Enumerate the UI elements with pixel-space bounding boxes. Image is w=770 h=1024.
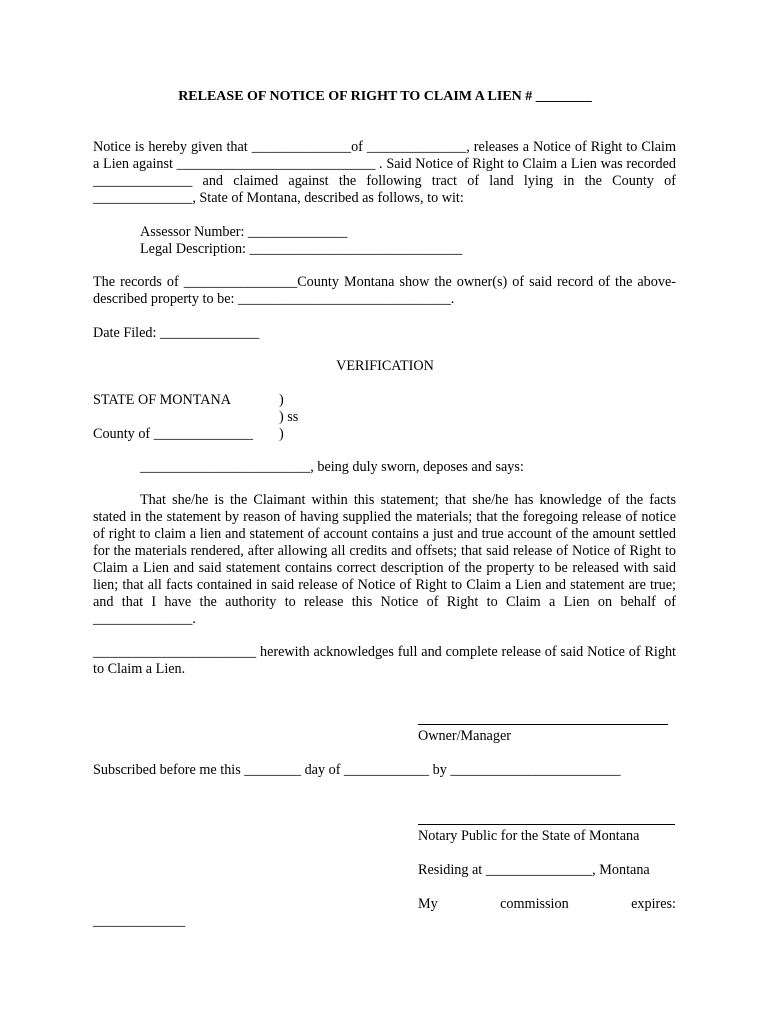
records-paragraph: The records of ________________County Montana show the owner(s) of said record of the above-described property to be: ______________________________. (93, 274, 676, 307)
claimant-paragraph: That she/he is the Claimant within this statement; that she/he has knowledge of the facts stated in the statement by reason of having supplied the materials; that the foregoing release of notice of right to claim a lien and statement of account contains a just and true account of the amount settled for the materials rendered, after allowing all credits and offsets; that said release of Notice of Right to Claim a Lien and said statement contains correct description of the property to be released with said lien; that all facts contained in said release of Notice of Right to Claim a Lien and statement are true; and that I have the authority to release this Notice of Right to Claim a Lien on behalf of ______________. (93, 492, 676, 627)
date-filed: Date Filed: ______________ (93, 325, 260, 341)
notary-signature-line (418, 824, 675, 825)
owner-manager-label: Owner/Manager (418, 728, 511, 744)
venue-paren-ss: ) ss (279, 409, 299, 425)
owner-signature-line (418, 724, 668, 725)
commission-expires: expires: (631, 896, 676, 912)
state-of-montana: STATE OF MONTANA (93, 392, 232, 408)
acknowledge-paragraph: _______________________ herewith acknowledges full and complete release of said Notice of Right to Claim a Lien. (93, 644, 676, 677)
assessor-number: Assessor Number: ______________ (140, 224, 348, 240)
county-of: County of ______________ (93, 426, 254, 442)
residing-at: Residing at _______________, Montana (418, 862, 650, 878)
sworn-line: ________________________, being duly sworn, deposes and says: (140, 459, 524, 475)
legal-description: Legal Description: ______________________________ (140, 241, 463, 257)
venue-paren-1: ) (279, 392, 284, 408)
commission-my: My (418, 896, 438, 912)
venue-paren-3: ) (279, 426, 284, 442)
commission-line (418, 896, 676, 913)
subscribed-line: Subscribed before me this ________ day of ____________ by ________________________ (93, 762, 621, 778)
verification-heading: VERIFICATION (336, 358, 434, 374)
notary-label: Notary Public for the State of Montana (418, 828, 640, 844)
notice-paragraph: Notice is hereby given that ______________of ______________, releases a Notice of Right to Claim a Lien against ____________________________ . Said Notice of Right to Claim a Lien was recorded ______________ and claimed against the following tract of land lying in the County of ______________, State of Montana, described as follows, to wit: (93, 139, 676, 206)
document-title: RELEASE OF NOTICE OF RIGHT TO CLAIM A LIEN # ________ (178, 89, 592, 104)
commission-blank: _____________ (93, 913, 186, 929)
commission-word: commission (500, 896, 569, 912)
